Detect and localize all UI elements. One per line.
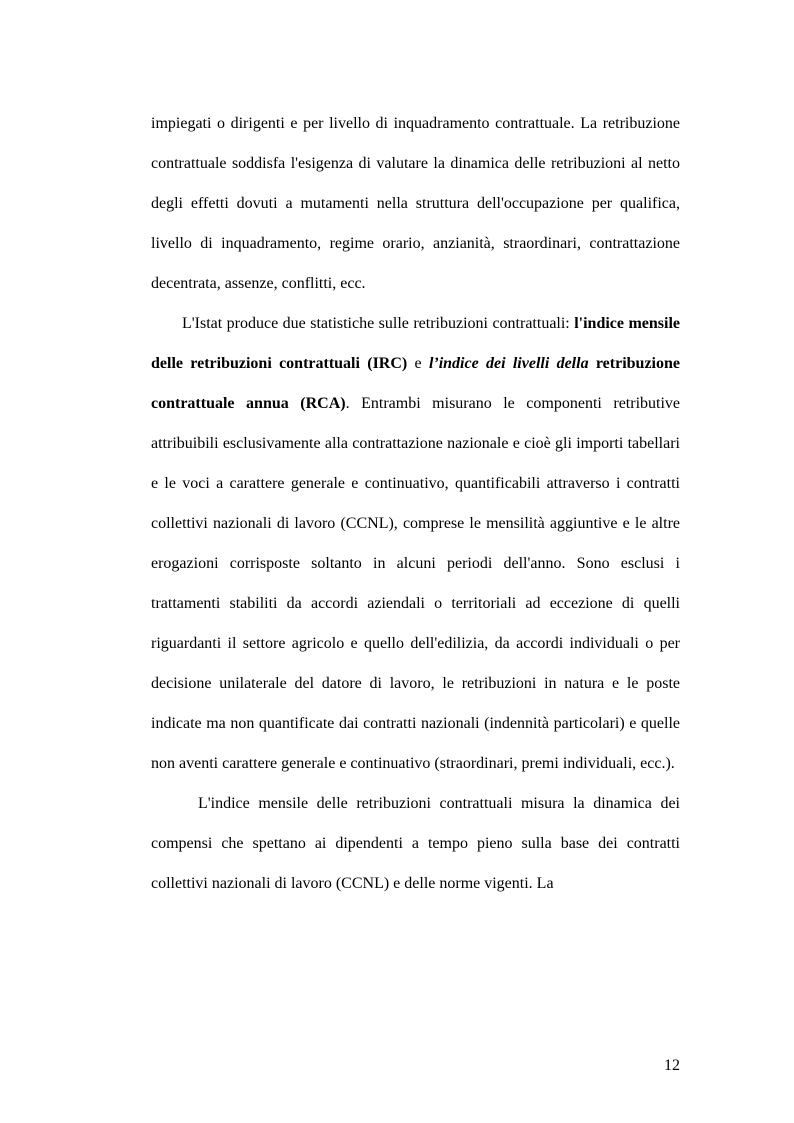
rca-term-italic: l’indice dei livelli della	[428, 355, 589, 372]
irc-term: l'indice mensile delle retribuzioni contrattuali (IRC)	[151, 315, 681, 372]
rca-term: retribuzione contrattuale annua (RCA)	[151, 355, 680, 412]
body-text	[151, 104, 680, 904]
paragraph-1: impiegati o dirigenti e per livello di inquadramento contrattuale. La retribuzione contrattuale soddisfa l'esigenza di valutare la dinamica delle retribuzioni al netto degli effetti dovuti a mutamenti nella struttura dell'occupazione per qualifica, livello di inquadramento, regime orario, anzianità, straordinari, contrattazione decentrata, assenze, conflitti, ecc.	[151, 115, 680, 292]
paragraph-2-rest: . Entrambi misurano le componenti retributive attribuibili esclusivamente alla contrattazione nazionale e cioè gli importi tabellari e le voci a carattere generale e continuativo, quantificabili attraverso i contratti collettivi nazionali di lavoro (CCNL), comprese le mensilità aggiuntive e le altre erogazioni corrisposte soltanto in alcuni periodi dell'anno. Sono esclusi i trattamenti stabiliti da accordi aziendali o territoriali ad eccezione di quelli riguardanti il settore agricolo e quello dell'edilizia, da accordi individuali o per decisione unilaterale del datore di lavoro, le retribuzioni in natura e le poste indicate ma non quantificate dai contratti nazionali (indennità particolari) e quelle non aventi carattere generale e continuativo (straordinari, premi individuali, ecc.).	[151, 395, 681, 772]
paragraph-2	[151, 304, 680, 784]
paragraph-2-lead: L'Istat produce due statistiche sulle retribuzioni contrattuali:	[182, 315, 575, 332]
conjunction: e	[407, 355, 429, 372]
page-number: 12	[664, 1057, 680, 1074]
paragraph-3: L'indice mensile delle retribuzioni contrattuali misura la dinamica dei compensi che spettano ai dipendenti a tempo pieno sulla base dei contratti collettivi nazionali di lavoro (CCNL) e delle norme vigenti. La	[151, 795, 680, 892]
